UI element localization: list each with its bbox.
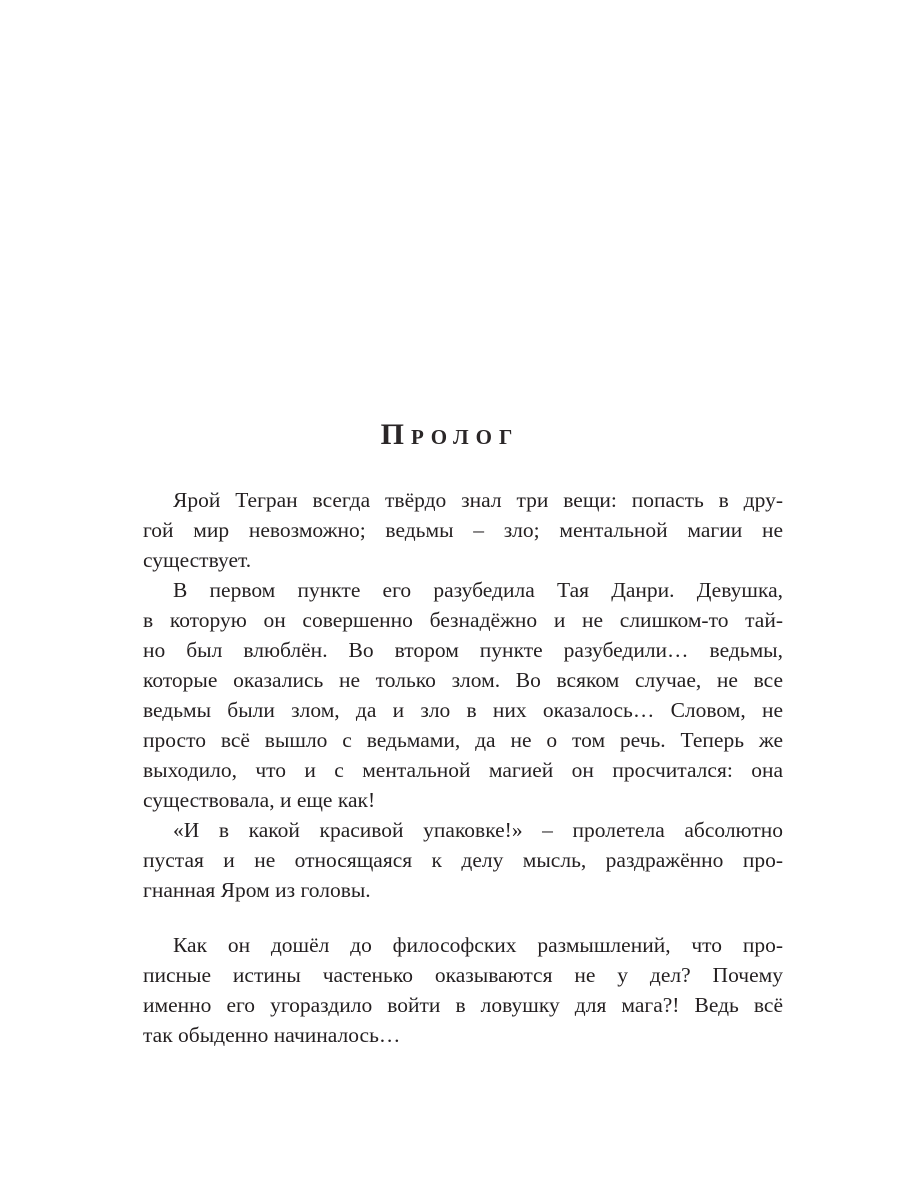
text-line: именно его угораздило войти в ловушку для мага?! Ведь всё [143,993,783,1017]
text-line: пустая и не относящаяся к делу мысль, раздражённо про- [143,848,783,872]
text-line: Ярой Тегран всегда твёрдо знал три вещи: попасть в дру- [173,488,783,512]
text-line: в которую он совершенно безнадёжно и не слишком-то тай- [143,608,783,632]
text-line: ведьмы были злом, да и зло в них оказалось… Словом, не [143,698,783,722]
text-line: существует. [143,548,252,572]
text-line: выходило, что и с ментальной магией он просчитался: она [143,758,783,782]
text-line: В первом пункте его разубедила Тая Данри. Девушка, [173,578,783,602]
text-line: «И в какой красивой упаковке!» – пролетела абсолютно [173,818,783,842]
text-line: которые оказались не только злом. Во всяком случае, не все [143,668,783,692]
text-line: Как он дошёл до философских размышлений, что про- [173,933,783,957]
text-line: так обыденно начиналось… [143,1023,401,1047]
text-line: гой мир невозможно; ведьмы – зло; ментальной магии не [143,518,783,542]
text-line: существовала, и еще как! [143,788,376,812]
text-line: просто всё вышло с ведьмами, да не о том речь. Теперь же [143,728,783,752]
chapter-title: Пролог [380,418,520,451]
text-line: но был влюблён. Во втором пункте разубедили… ведьмы, [143,638,783,662]
text-line: гнанная Яром из головы. [143,878,371,902]
text-line: писные истины частенько оказываются не у дел? Почему [143,963,783,987]
